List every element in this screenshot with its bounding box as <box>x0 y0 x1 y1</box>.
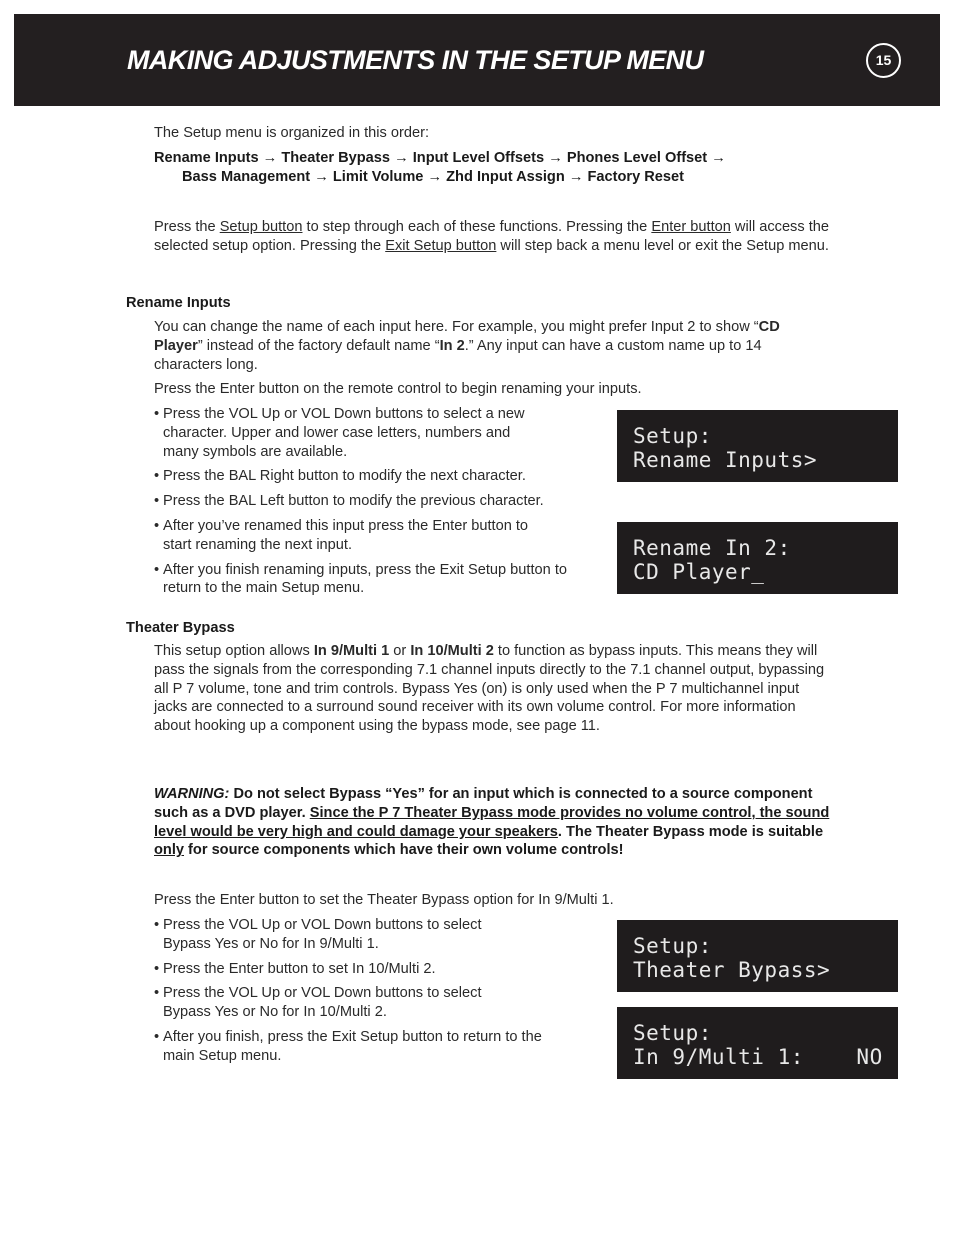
list-item: • After you finish renaming inputs, press the Exit Setup button to return to the main Setup menu. <box>154 561 586 599</box>
arrow-icon: → <box>394 150 409 166</box>
text-run: ” instead of the factory default name “ <box>197 337 440 354</box>
lcd-line: CD Player_ <box>633 560 765 584</box>
text-run: .” Any input can have a custom name up to 14 characters long. <box>154 337 762 373</box>
warning-underlined-text: Since the P 7 Theater Bypass mode provides no volume control, the sound level would be very high and could damage your speakers <box>154 804 830 840</box>
text-run: This setup option allows <box>154 643 314 659</box>
seq-item: Bass Management <box>182 168 311 185</box>
text-run: for source components which have their own volume controls! <box>184 842 624 859</box>
lcd-display-rename-in-2 <box>617 522 898 594</box>
text-run-bold: In 9/Multi 1 <box>313 643 390 659</box>
text-run: will step back a menu level or exit the Setup menu. <box>496 237 829 254</box>
order-intro: The Setup menu is organized in this order: <box>154 125 430 141</box>
lcd-line: Rename In 2: <box>633 536 791 560</box>
list-item: • Press the Enter button to set In 10/Multi 2. <box>154 960 554 979</box>
lcd-line: Setup: <box>633 424 712 448</box>
text-run: Press the <box>154 219 220 235</box>
menu-sequence-line-1 <box>154 149 829 168</box>
text-run: to step through each of these functions. Pressing the <box>302 219 652 235</box>
lcd-line: Rename Inputs> <box>633 448 818 472</box>
lcd-line: Setup: <box>633 934 712 958</box>
rename-bullet-list <box>154 405 586 604</box>
text-run-bold: CD Player <box>154 319 780 354</box>
bypass-instruction: Press the Enter button to set the Theater Bypass option for In 9/Multi 1. <box>154 892 614 908</box>
seq-item: Theater Bypass <box>281 150 391 166</box>
warning-label: WARNING: <box>154 786 230 802</box>
seq-item: Zhd Input Assign <box>446 168 565 185</box>
text-run: . The Theater Bypass mode is suitable <box>557 823 824 840</box>
lcd-display-in9-multi1 <box>617 1007 898 1079</box>
setup-button-term: Setup button <box>219 219 303 235</box>
text-run: to function as bypass inputs. This means they will pass the signals from the corresponding 7.1 channel inputs directly to the 7.1 channel output, bypassing all P 7 volume, tone and trim controls. Bypass Yes (on) is only used when the P 7 multichannel input jacks are connected to a surround sound receiver with its own volume control. For more information about hooking up a component using the bypass mode, see page 11. <box>154 643 825 735</box>
arrow-icon: → <box>427 168 443 185</box>
list-item: • Press the BAL Left button to modify the previous character. <box>154 492 586 511</box>
lcd-display-rename-inputs <box>617 410 898 482</box>
warning-underlined-text: only <box>154 842 184 859</box>
page-number-badge: 15 <box>866 43 901 78</box>
enter-button-term: Enter button <box>651 219 731 235</box>
exit-setup-button-term: Exit Setup button <box>385 237 497 254</box>
page-title: MAKING ADJUSTMENTS IN THE SETUP MENU <box>127 45 704 75</box>
bypass-description <box>154 642 832 736</box>
seq-item: Rename Inputs <box>154 150 259 166</box>
text-run: Do not select Bypass “Yes” for an input which is connected to a source component such as a DVD player. <box>154 786 813 821</box>
theater-bypass-heading: Theater Bypass <box>126 620 235 636</box>
header-banner <box>14 14 940 106</box>
bypass-bullet-list <box>154 916 554 1072</box>
arrow-icon: → <box>711 150 726 166</box>
seq-item: Factory Reset <box>587 168 685 185</box>
lcd-line: In 9/Multi 1: NO <box>633 1045 883 1069</box>
seq-item: Phones Level Offset <box>566 150 708 166</box>
arrow-icon: → <box>314 168 329 185</box>
list-item: • Press the VOL Up or VOL Down buttons to select a new character. Upper and lower case letters, numbers and many symbols are available. <box>154 405 534 461</box>
rename-description <box>154 318 829 374</box>
seq-item: Limit Volume <box>332 168 424 185</box>
menu-sequence <box>154 149 829 187</box>
list-item: • After you’ve renamed this input press the Enter button to start renaming the next input. <box>154 517 554 555</box>
arrow-icon: → <box>262 150 278 166</box>
rename-instruction: Press the Enter button on the remote control to begin renaming your inputs. <box>154 381 642 397</box>
arrow-icon: → <box>548 150 563 166</box>
rename-inputs-heading: Rename Inputs <box>126 295 231 311</box>
text-run: will access the selected setup option. Pressing the <box>154 219 829 254</box>
text-run: You can change the name of each input here. For example, you might prefer Input 2 to show “ <box>154 319 759 335</box>
list-item: • Press the VOL Up or VOL Down buttons to select Bypass Yes or No for In 9/Multi 1. <box>154 916 524 954</box>
arrow-icon: → <box>568 168 584 185</box>
list-item: • After you finish, press the Exit Setup button to return to the main Setup menu. <box>154 1028 544 1066</box>
menu-sequence-line-2 <box>154 168 829 187</box>
seq-item: Input Level Offsets <box>412 150 545 166</box>
text-run: or <box>389 643 411 659</box>
text-run-bold: In 10/Multi 2 <box>410 643 494 659</box>
bypass-warning <box>154 785 834 860</box>
text-run-bold: In 2 <box>439 337 465 354</box>
lcd-line: Theater Bypass> <box>633 958 831 982</box>
lcd-display-theater-bypass <box>617 920 898 992</box>
lcd-line: Setup: <box>633 1021 712 1045</box>
list-item: • Press the BAL Right button to modify the next character. <box>154 467 586 486</box>
list-item: • Press the VOL Up or VOL Down buttons to select Bypass Yes or No for In 10/Multi 2. <box>154 984 524 1022</box>
setup-navigation-paragraph <box>154 218 829 256</box>
